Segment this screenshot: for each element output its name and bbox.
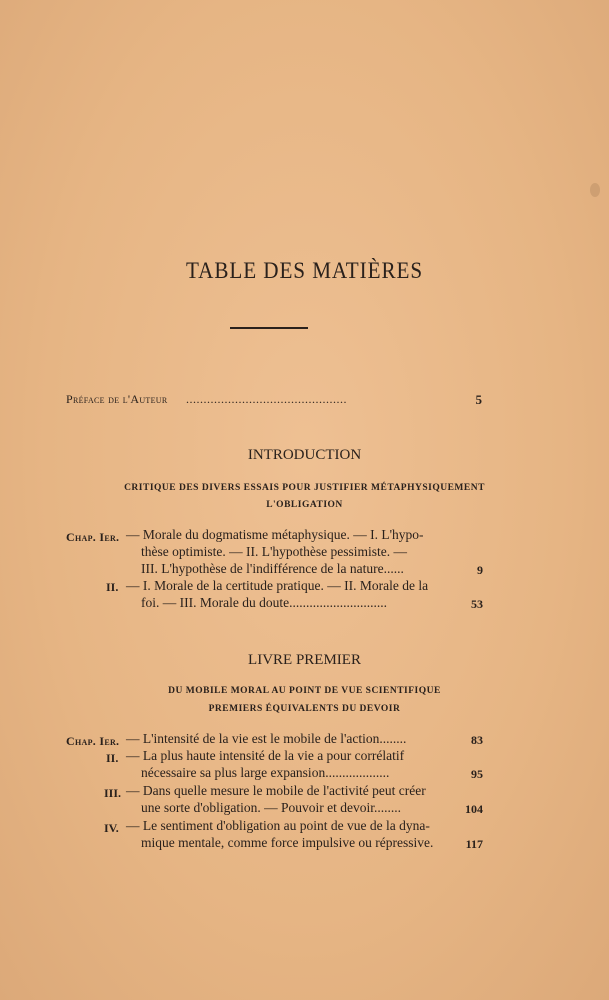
intro-chap2-line1: — I. Morale de la certitude pratique. — II. Morale de la [126, 578, 429, 593]
introduction-subtitle-2: L'OBLIGATION [266, 500, 343, 510]
paper-stain [590, 183, 600, 197]
intro-chap1-line2: thèse optimiste. — II. L'hypothèse pessimiste. — [141, 544, 408, 559]
livre1-chap2-line1: — La plus haute intensité de la vie a pour corrélatif [126, 748, 405, 763]
livre1-chap2-line2: nécessaire sa plus large expansion................... [141, 765, 390, 780]
livre-premier-subtitle-1: DU MOBILE MORAL AU POINT DE VUE SCIENTIFIQUE [168, 686, 441, 696]
page-title: TABLE DES MATIÈRES [185, 258, 424, 283]
livre1-chap4-label: IV. [104, 821, 119, 835]
intro-chap1-page-number: 9 [477, 563, 483, 577]
intro-chap2-line2: foi. — III. Morale du doute............................. [141, 595, 387, 610]
livre1-chap4-page-number: 117 [465, 837, 483, 851]
title-rule [230, 327, 308, 329]
livre1-chap3-label: III. [104, 786, 122, 800]
intro-chap1-line1: — Morale du dogmatisme métaphysique. — I. L'hypo- [126, 527, 424, 542]
intro-chap2-label: II. [106, 580, 119, 594]
preface-leader-dots: .............................................. [186, 392, 347, 406]
introduction-subtitle-1: CRITIQUE DES DIVERS ESSAIS POUR JUSTIFIER MÉTAPHYSIQUEMENT [124, 483, 485, 493]
livre1-chap3-line2: une sorte d'obligation. — Pouvoir et devoir........ [141, 800, 402, 815]
preface-label: Préface de l'Auteur [66, 392, 168, 406]
intro-chap2-page-number: 53 [471, 597, 483, 611]
livre1-chap4-line1: — Le sentiment d'obligation au point de vue de la dyna- [126, 818, 430, 833]
livre1-chap4-line2: mique mentale, comme force impulsive ou répressive. [141, 835, 434, 850]
preface-page-number: 5 [475, 392, 482, 407]
livre1-chap1-page-number: 83 [471, 733, 483, 747]
introduction-heading: INTRODUCTION [247, 447, 362, 463]
livre-premier-heading: LIVRE PREMIER [248, 652, 361, 668]
livre1-chap1-label: Chap. Ier. [66, 734, 120, 748]
livre1-chap2-label: II. [106, 751, 119, 765]
livre1-chap1-line1: — L'intensité de la vie est le mobile de l'action........ [126, 731, 407, 746]
intro-chap1-line3: III. L'hypothèse de l'indifférence de la nature...... [141, 561, 404, 576]
livre-premier-subtitle-2: PREMIERS ÉQUIVALENTS DU DEVOIR [208, 704, 401, 714]
livre1-chap2-page-number: 95 [471, 767, 483, 781]
livre1-chap3-page-number: 104 [465, 802, 483, 816]
intro-chap1-label: Chap. Ier. [66, 530, 120, 544]
livre1-chap3-line1: — Dans quelle mesure le mobile de l'activité peut créer [126, 783, 426, 798]
